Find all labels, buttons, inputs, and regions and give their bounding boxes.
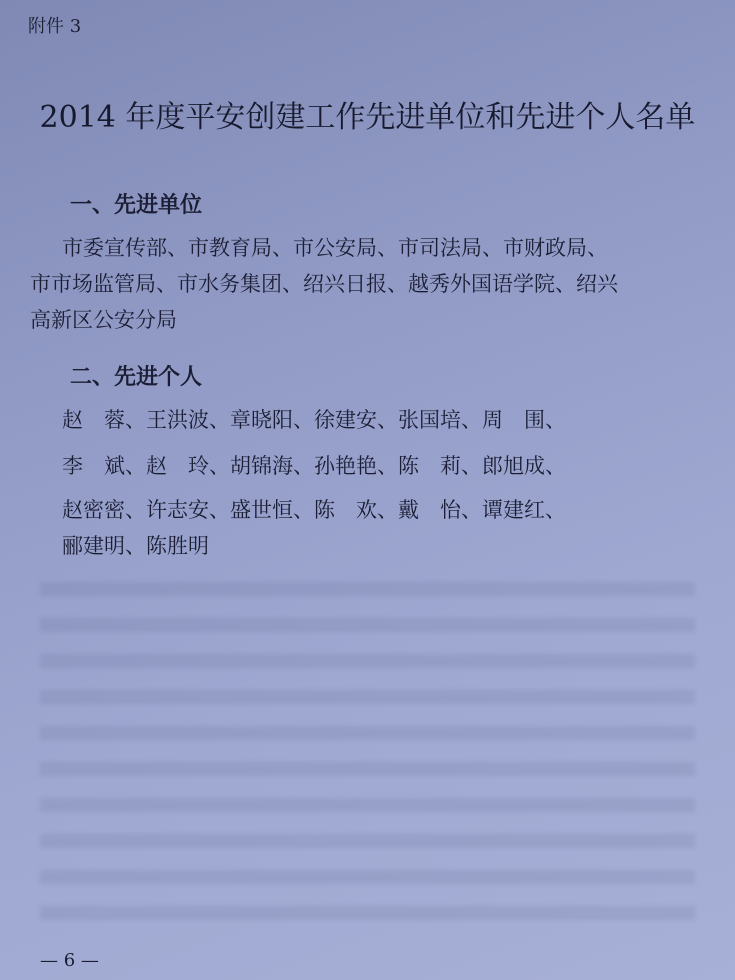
units-line: 市市场监管局、市水务集团、绍兴日报、越秀外国语学院、绍兴 (30, 272, 618, 296)
individuals-line: 赵 蓉、王洪波、章晓阳、徐建安、张国培、周 围、 (62, 408, 566, 432)
document-title: 2014 年度平安创建工作先进单位和先进个人名单 (39, 100, 696, 135)
individuals-line: 赵密密、许志安、盛世恒、陈 欢、戴 怡、谭建红、 (62, 498, 566, 522)
page-number: — 6 — (40, 950, 99, 971)
section-heading-units: 一、先进单位 (70, 193, 203, 218)
units-line: 市委宣传部、市教育局、市公安局、市司法局、市财政局、 (62, 236, 608, 260)
units-line: 高新区公安分局 (30, 308, 177, 332)
attachment-label: 附件 3 (28, 16, 82, 37)
individuals-line: 郦建明、陈胜明 (62, 534, 209, 558)
section-heading-individuals: 二、先进个人 (70, 365, 203, 390)
individuals-line: 李 斌、赵 玲、胡锦海、孙艳艳、陈 莉、郎旭成、 (62, 454, 566, 478)
bleed-through-text (40, 560, 695, 940)
